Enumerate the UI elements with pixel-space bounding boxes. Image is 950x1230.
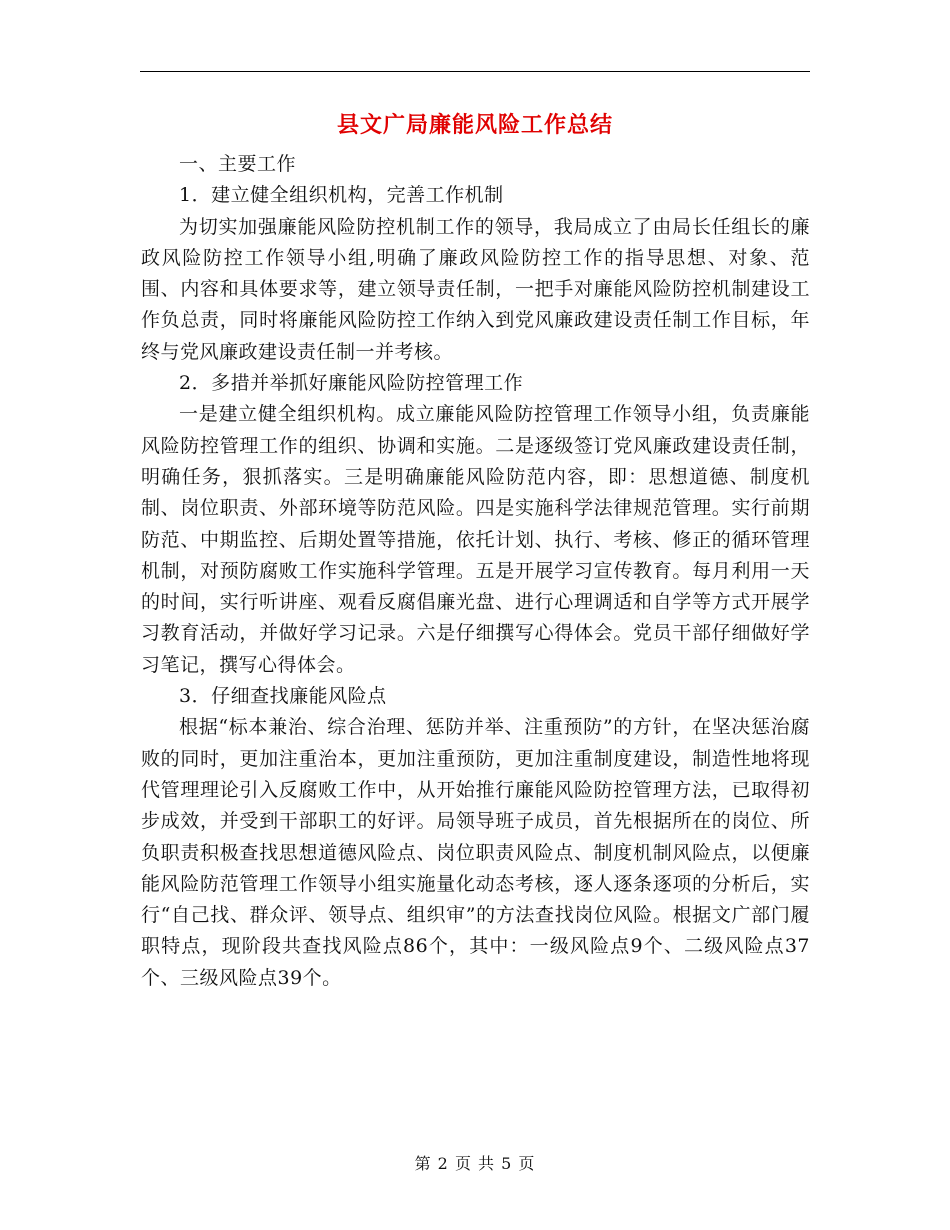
body-paragraph-2: 一是建立健全组织机构。成立廉能风险防控管理工作领导小组，负责廉能风险防控管理工作的组织、协调和实施。二是逐级签订党风廉政建设责任制，明确任务，狠抓落实。三是明确廉能风险防范内容，即：思想道德、制度机制、岗位职责、外部环境等防范风险。四是实施科学法律规范管理。实行前期防范、中期监控、后期处置等措施，依托计划、执行、考核、修正的循环管理机制，对预防腐败工作实施科学管理。五是开展学习宣传教育。每月利用一天的时间，实行听讲座、观看反腐倡廉光盘、进行心理调适和自学等方式开展学习教育活动，并做好学习记录。六是仔细撰写心得体会。党员干部仔细做好学习笔记，撰写心得体会。 xyxy=(141,403,810,676)
body-paragraph-1: 为切实加强廉能风险防控机制工作的领导，我局成立了由局长任组长的廉政风险防控工作领导小组,明确了廉政风险防控工作的指导思想、对象、范围、内容和具体要求等，建立领导责任制，一把手对廉能风险防控机制建设工作负总责，同时将廉能风险防控工作纳入到党风廉政建设责任制工作目标，年终与党风廉政建设责任制一并考核。 xyxy=(141,215,810,363)
document-title: 县文广局廉能风险工作总结 xyxy=(336,112,613,138)
subsection-heading-3: 3．仔细查找廉能风险点 xyxy=(179,685,387,708)
section-heading: 一、主要工作 xyxy=(179,153,297,175)
subsection-heading-1: 1．建立健全组织机构，完善工作机制 xyxy=(179,184,504,207)
document-body xyxy=(141,149,810,994)
body-paragraph-3: 根据“标本兼治、综合治理、惩防并举、注重预防”的方针，在坚决惩治腐败的同时，更加注重治本，更加注重预防，更加注重制度建设，制造性地将现代管理理论引入反腐败工作中，从开始推行廉能风险防控管理方法，已取得初步成效，并受到干部职工的好评。局领导班子成员，首先根据所在的岗位、所负职责积极查找思想道德风险点、岗位职责风险点、制度机制风险点，以便廉能风险防范管理工作领导小组实施量化动态考核，逐人逐条逐项的分析后，实行“自己找、群众评、领导点、组织审”的方法查找岗位风险。根据文广部门履职特点，现阶段共查找风险点86个，其中：一级风险点9个、二级风险点37个、三级风险点39个。 xyxy=(141,716,810,989)
header-rule xyxy=(140,71,810,72)
page-number: 第 2 页 共 5 页 xyxy=(414,1154,536,1173)
subsection-heading-2: 2．多措并举抓好廉能风险防控管理工作 xyxy=(179,372,524,395)
